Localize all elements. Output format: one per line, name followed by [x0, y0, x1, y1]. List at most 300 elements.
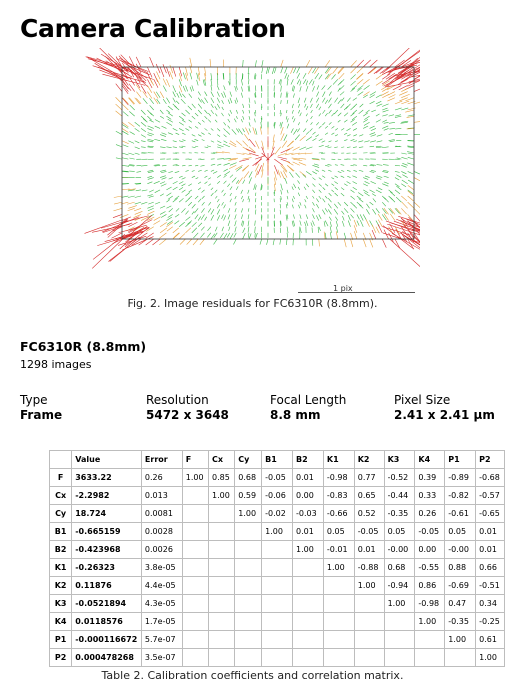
residual-vector [297, 180, 299, 183]
residual-vector [255, 119, 256, 123]
residual-vector [143, 98, 147, 103]
residual-vector [141, 165, 147, 166]
residual-vector [408, 147, 414, 148]
residual-vector [148, 171, 154, 172]
residual-vector [137, 171, 142, 172]
residual-vector [235, 86, 237, 91]
residual-vector [135, 153, 140, 154]
correlation-cell: 0.68 [235, 469, 262, 487]
residual-vector [318, 227, 319, 233]
residual-vector [377, 176, 383, 178]
residual-vector [236, 98, 237, 103]
residual-vector [382, 147, 389, 148]
correlation-cell: 0.00 [415, 541, 445, 559]
residual-vector [292, 187, 293, 190]
residual-vector [234, 119, 236, 123]
correlation-cell: 0.26 [415, 505, 445, 523]
residual-vector [229, 227, 230, 231]
residual-vector [363, 190, 368, 193]
residual-vector [351, 119, 355, 122]
correlation-cell [262, 613, 293, 631]
residual-vector [155, 120, 160, 123]
residual-vector [353, 181, 357, 183]
residual-vector [214, 233, 217, 238]
residual-vector [319, 75, 322, 80]
residual-vector [280, 210, 281, 215]
value-cell: -0.26323 [72, 559, 142, 577]
residual-vector [371, 110, 376, 112]
residual-vector [272, 67, 274, 74]
residual-vector [305, 222, 307, 227]
residual-vector [342, 98, 345, 101]
residual-vector [248, 190, 249, 194]
residual-vector [182, 184, 186, 186]
column-header: B2 [293, 451, 324, 469]
residual-vector [347, 176, 350, 177]
residual-vector [319, 227, 321, 231]
residual-vector [334, 204, 338, 208]
residual-vector [297, 79, 300, 84]
residual-vector [188, 106, 192, 110]
residual-vector [260, 239, 262, 245]
error-cell: 1.7e-05 [141, 613, 182, 631]
residual-vector [198, 216, 201, 220]
residual-vector [329, 122, 332, 124]
residual-vector [228, 214, 230, 219]
residual-vector [116, 111, 122, 116]
residual-vector [230, 199, 232, 202]
residual-vector [309, 79, 312, 84]
residual-vector [168, 113, 173, 116]
residual-vector [189, 190, 192, 192]
residual-vector [407, 152, 414, 153]
residual-vector [214, 239, 218, 244]
residual-vector [331, 126, 334, 128]
row-header: K2 [50, 577, 72, 595]
residual-vector [401, 165, 406, 167]
residual-vector [280, 122, 281, 126]
spec-label: Pixel Size [394, 393, 451, 407]
residual-vector [306, 171, 311, 175]
residual-vector [395, 178, 399, 180]
residual-vector [160, 170, 166, 171]
residual-vector [170, 65, 173, 73]
residual-vector [325, 146, 329, 147]
residual-vector [338, 67, 344, 74]
residual-vector [217, 128, 220, 131]
residual-vector [207, 227, 210, 231]
residual-vector [203, 80, 204, 86]
residual-vector [188, 202, 192, 206]
residual-vector [195, 214, 198, 219]
residual-vector [230, 187, 232, 190]
residual-vector [407, 163, 414, 165]
correlation-cell [235, 631, 262, 649]
residual-vector [222, 202, 224, 205]
residual-vector [292, 221, 293, 227]
residual-vector [360, 104, 364, 107]
residual-vector [401, 184, 406, 187]
residual-vector [217, 79, 218, 85]
correlation-cell: -0.35 [445, 613, 476, 631]
value-cell: 0.11876 [72, 577, 142, 595]
residual-vector [211, 73, 212, 80]
residual-vector [217, 215, 219, 220]
residual-vector [249, 153, 259, 156]
residual-vector [300, 81, 301, 86]
residual-vector [333, 67, 338, 74]
residual-vector [305, 205, 307, 208]
residual-vector [287, 196, 288, 199]
residual-vector [173, 233, 180, 239]
residual-vector [331, 74, 335, 79]
residual-vector [312, 132, 315, 135]
residual-vector [329, 141, 332, 142]
correlation-cell [293, 613, 324, 631]
residual-vector [248, 214, 249, 219]
correlation-cell: 0.85 [209, 469, 235, 487]
residual-vector [122, 189, 129, 190]
correlation-cell: -0.55 [415, 559, 445, 577]
residual-vector [114, 196, 122, 197]
residual-vector [230, 92, 232, 97]
residual-vector [402, 180, 408, 184]
residual-vector [198, 223, 202, 227]
value-cell: -0.000116672 [72, 631, 142, 649]
residual-vector [222, 107, 224, 110]
residual-vector [280, 110, 281, 114]
residual-vector [340, 85, 345, 89]
residual-vector [371, 135, 376, 137]
residual-vector [306, 132, 309, 135]
residual-vector [163, 99, 166, 104]
residual-vector [179, 128, 184, 130]
residual-vector [306, 137, 312, 141]
residual-vector [353, 135, 357, 136]
residual-vector [312, 221, 314, 226]
residual-vector [306, 60, 310, 67]
correlation-cell: -0.61 [445, 505, 476, 523]
residual-vector [148, 126, 154, 129]
residual-vector [331, 113, 334, 116]
residual-vector [312, 138, 316, 140]
residual-vector [344, 133, 347, 134]
residual-vector [287, 79, 288, 85]
residual-vector [182, 178, 186, 180]
residual-vector [160, 92, 164, 99]
residual-vector [353, 128, 357, 130]
residual-vector [299, 162, 306, 165]
correlation-cell [182, 595, 208, 613]
residual-vector [363, 165, 367, 166]
residual-vector [248, 227, 249, 233]
residual-vector [329, 92, 331, 96]
residual-vector [286, 239, 287, 245]
correlation-cell: -0.51 [476, 577, 505, 595]
residual-vector [129, 84, 135, 92]
residual-vector [185, 217, 190, 221]
residual-vector [395, 115, 401, 116]
residual-vector [156, 78, 160, 85]
residual-vector [334, 110, 338, 114]
residual-vector [122, 158, 128, 159]
residual-vector [341, 165, 345, 166]
residual-vector [217, 159, 224, 160]
residual-vector [236, 85, 237, 89]
column-header: K2 [354, 451, 384, 469]
correlation-cell: 0.39 [415, 469, 445, 487]
residual-vector [241, 190, 243, 194]
residual-vector [286, 215, 287, 221]
residual-vector [235, 100, 236, 104]
residual-vector [363, 60, 370, 67]
residual-vector [323, 110, 326, 114]
residual-vector [253, 127, 256, 134]
residual-vector [262, 185, 263, 190]
residual-vector [310, 104, 312, 108]
residual-vector [261, 122, 262, 128]
residual-vector [293, 93, 294, 97]
residual-vector [382, 239, 386, 248]
residual-vector [142, 190, 148, 191]
residual-vector [351, 190, 355, 193]
residual-vector [223, 144, 230, 147]
residual-vector [293, 159, 302, 161]
residual-vector [198, 98, 201, 103]
residual-vector [331, 184, 334, 186]
residual-vector [224, 233, 227, 239]
correlation-cell: 0.00 [293, 487, 324, 505]
residual-vector [183, 86, 185, 92]
residual-vector [292, 110, 293, 114]
residual-vector [292, 199, 293, 203]
correlation-cell: 0.33 [415, 487, 445, 505]
residual-vector [189, 120, 192, 122]
residual-vector [395, 171, 400, 172]
residual-vector [224, 158, 231, 159]
row-header: P1 [50, 631, 72, 649]
residual-vector [351, 239, 353, 247]
residual-vector [134, 214, 142, 217]
residual-vector [243, 60, 244, 67]
residual-vector [135, 211, 143, 214]
residual-vector [160, 206, 165, 208]
residual-vector [319, 184, 322, 187]
residual-vector [389, 190, 393, 193]
value-cell: -0.423968 [72, 541, 142, 559]
residual-vector [123, 112, 128, 117]
residual-vector [211, 79, 212, 86]
residual-vector [341, 193, 344, 196]
correlation-cell [323, 649, 354, 667]
residual-vector [364, 193, 369, 196]
residual-vector [224, 135, 227, 137]
residual-vector [356, 73, 363, 79]
residual-vector [310, 128, 313, 131]
correlation-cell [182, 577, 208, 595]
residual-vector [202, 196, 204, 199]
correlation-cell: 0.68 [384, 559, 415, 577]
residual-vector [160, 222, 167, 226]
residual-vector [285, 178, 287, 184]
residual-vector [333, 79, 338, 84]
residual-vector [286, 92, 287, 98]
residual-vector [298, 110, 299, 113]
residual-vector [176, 101, 179, 104]
residual-vector [235, 196, 236, 199]
residual-vector [173, 85, 176, 92]
residual-vector [243, 110, 244, 114]
residual-vector [353, 110, 357, 114]
residual-vector [211, 141, 214, 142]
residual-vector [328, 198, 331, 202]
correlation-cell: -0.98 [415, 595, 445, 613]
correlation-cell: -0.88 [354, 559, 384, 577]
residual-vector [249, 104, 250, 108]
residual-vector [185, 110, 189, 114]
table-row [50, 649, 505, 667]
table-caption: Table 2. Calibration coefficients and correlation matrix. [101, 669, 404, 682]
residual-vector [335, 141, 338, 142]
residual-vector [211, 128, 213, 130]
residual-vector [224, 128, 226, 130]
column-header: Cy [235, 451, 262, 469]
residual-vector [243, 233, 246, 239]
residual-vector [146, 233, 154, 238]
residual-vector [176, 133, 180, 135]
residual-vector [370, 190, 375, 193]
residual-vector [297, 67, 300, 73]
residual-vector [129, 56, 134, 67]
residual-vector [166, 217, 171, 220]
residual-vector [405, 110, 414, 112]
correlation-cell: 0.61 [476, 631, 505, 649]
residual-vector [173, 98, 176, 103]
residual-vector [155, 165, 160, 166]
residual-vector [278, 157, 287, 159]
column-header: P1 [445, 451, 476, 469]
residual-vector [371, 181, 376, 183]
residual-vector [344, 106, 348, 110]
residual-vector [190, 73, 192, 80]
correlation-cell [235, 577, 262, 595]
residual-vector [255, 128, 257, 134]
residual-vector [154, 217, 161, 221]
residual-vector [312, 196, 314, 199]
residual-vector [179, 198, 183, 202]
residual-vector [298, 193, 300, 196]
residual-vector [351, 208, 355, 212]
residual-vector [116, 97, 122, 104]
residual-vector [334, 181, 337, 183]
residual-vector [147, 116, 151, 120]
residual-vector [382, 115, 387, 117]
residual-vector [107, 218, 127, 235]
residual-vector [195, 165, 198, 166]
residual-vector [293, 214, 294, 218]
value-cell: 0.0118576 [72, 613, 142, 631]
error-cell: 0.26 [141, 469, 182, 487]
spec-focal-length [270, 393, 346, 422]
residual-vector [141, 122, 146, 126]
residual-vector [197, 80, 199, 86]
residual-vector [258, 165, 262, 175]
row-header: K4 [50, 613, 72, 631]
residual-vector [187, 221, 191, 225]
residual-vector [390, 214, 395, 221]
residual-vector [384, 128, 389, 130]
correlation-cell [354, 613, 384, 631]
residual-vector [128, 141, 134, 144]
residual-vector [312, 159, 319, 160]
residual-vector [201, 227, 204, 231]
correlation-cell: 0.65 [354, 487, 384, 505]
residual-vector [248, 208, 249, 211]
residual-vector [217, 141, 221, 143]
residual-vector [136, 92, 141, 98]
residual-vector [255, 185, 256, 190]
residual-vector [281, 133, 285, 140]
correlation-cell [182, 541, 208, 559]
correlation-cell [182, 631, 208, 649]
value-cell: 18.724 [72, 505, 142, 523]
residual-vector [319, 239, 320, 246]
residual-vector [408, 191, 414, 196]
correlation-cell: 0.59 [235, 487, 262, 505]
residual-vector [382, 126, 388, 128]
residual-vector [353, 141, 356, 142]
residual-vector [390, 192, 395, 196]
residual-vector [152, 239, 160, 245]
residual-vector [370, 60, 378, 67]
residual-vector [382, 120, 387, 122]
residual-vector [243, 104, 244, 108]
residual-vector [150, 113, 153, 116]
residual-vector [135, 128, 140, 131]
residual-vector [192, 135, 195, 137]
residual-vector [330, 232, 331, 239]
residual-vector [168, 133, 173, 135]
correlation-cell [354, 595, 384, 613]
residual-vector [335, 176, 338, 178]
residual-vector [179, 92, 182, 98]
residual-vector [377, 165, 383, 166]
residual-vector [328, 209, 331, 214]
residual-vector [325, 133, 328, 135]
residual-vector [197, 73, 199, 79]
residual-vector [143, 119, 147, 123]
residual-vector [243, 166, 249, 172]
correlation-cell [293, 595, 324, 613]
residual-vector [213, 171, 217, 173]
correlation-cell [323, 595, 354, 613]
residual-vector [241, 214, 242, 218]
residual-vector [181, 99, 185, 104]
residual-vector [376, 190, 382, 193]
residual-vector [334, 98, 337, 103]
residual-vector [163, 64, 166, 73]
residual-vector [338, 120, 341, 122]
residual-vector [325, 184, 328, 186]
correlation-cell: -0.94 [384, 577, 415, 595]
correlation-cell: -0.02 [262, 505, 293, 523]
residual-vector [347, 135, 351, 137]
residual-vector [351, 214, 354, 218]
residual-vector [395, 184, 400, 187]
residual-vector [325, 165, 329, 166]
correlation-cell: 0.86 [415, 577, 445, 595]
residual-vector [255, 233, 257, 239]
